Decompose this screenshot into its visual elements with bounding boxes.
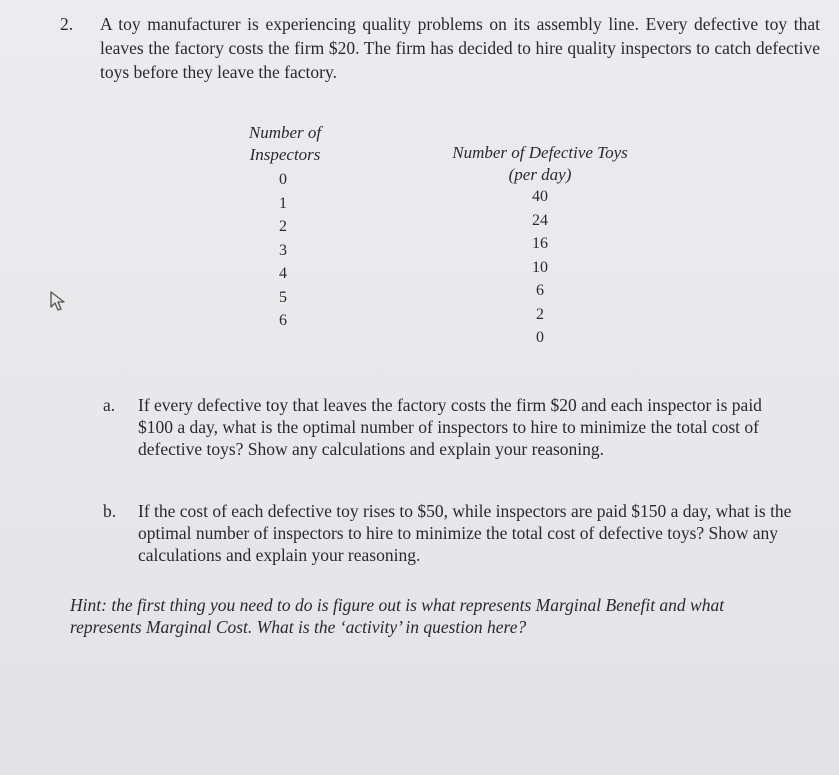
inspectors-value: 6	[279, 312, 287, 329]
defective-value: 6	[536, 282, 544, 299]
defective-value: 16	[532, 235, 548, 252]
part-a-label: a.	[103, 395, 116, 415]
part-a	[103, 394, 793, 460]
inspectors-value: 1	[279, 194, 287, 212]
inspectors-value: 5	[279, 288, 287, 306]
mouse-pointer-icon	[48, 290, 70, 312]
part-b-text: If the cost of each defective toy rises to $50, while inspectors are paid $150 a day, what is the optimal number of inspectors to hire to minimize the total cost of defective toys? Show any calculations and explain your reasoning.	[138, 501, 792, 565]
inspectors-column-header: Number of Inspectors	[248, 123, 322, 164]
inspectors-value: 3	[279, 241, 287, 259]
inspectors-column	[265, 168, 301, 333]
part-b	[103, 500, 793, 566]
defective-value: 2	[536, 305, 544, 323]
part-b-label: b.	[103, 501, 117, 521]
defective-value: 40	[532, 188, 548, 205]
defective-value: 10	[532, 258, 548, 276]
defective-column	[520, 185, 560, 350]
inspectors-value: 4	[279, 265, 287, 282]
problem-text: A toy manufacturer is experiencing quality problems on its assembly line. Every defective toy that leaves the factory costs the firm $20. The firm has decided to hire quality inspectors to catch defective toys before they leave the factory.	[100, 14, 820, 82]
inspectors-value: 2	[279, 218, 287, 235]
inspectors-value: 0	[279, 171, 287, 188]
defective-value: 24	[532, 211, 548, 229]
problem-number: 2.	[60, 14, 74, 34]
part-a-text: If every defective toy that leaves the factory costs the firm $20 and each inspector is paid $100 a day, what is the optimal number of inspectors to hire to minimize the total cost of defective toys? Show any calculations and explain your reasoning.	[138, 395, 762, 459]
defective-value: 0	[536, 329, 544, 346]
defective-column-header: Number of Defective Toys (per day)	[452, 143, 628, 184]
problem-statement	[60, 12, 820, 84]
hint-text: Hint: the first thing you need to do is figure out is what represents Marginal Benefit and what represents Marginal Cost. What is the ‘activity’ in question here?	[70, 595, 725, 637]
